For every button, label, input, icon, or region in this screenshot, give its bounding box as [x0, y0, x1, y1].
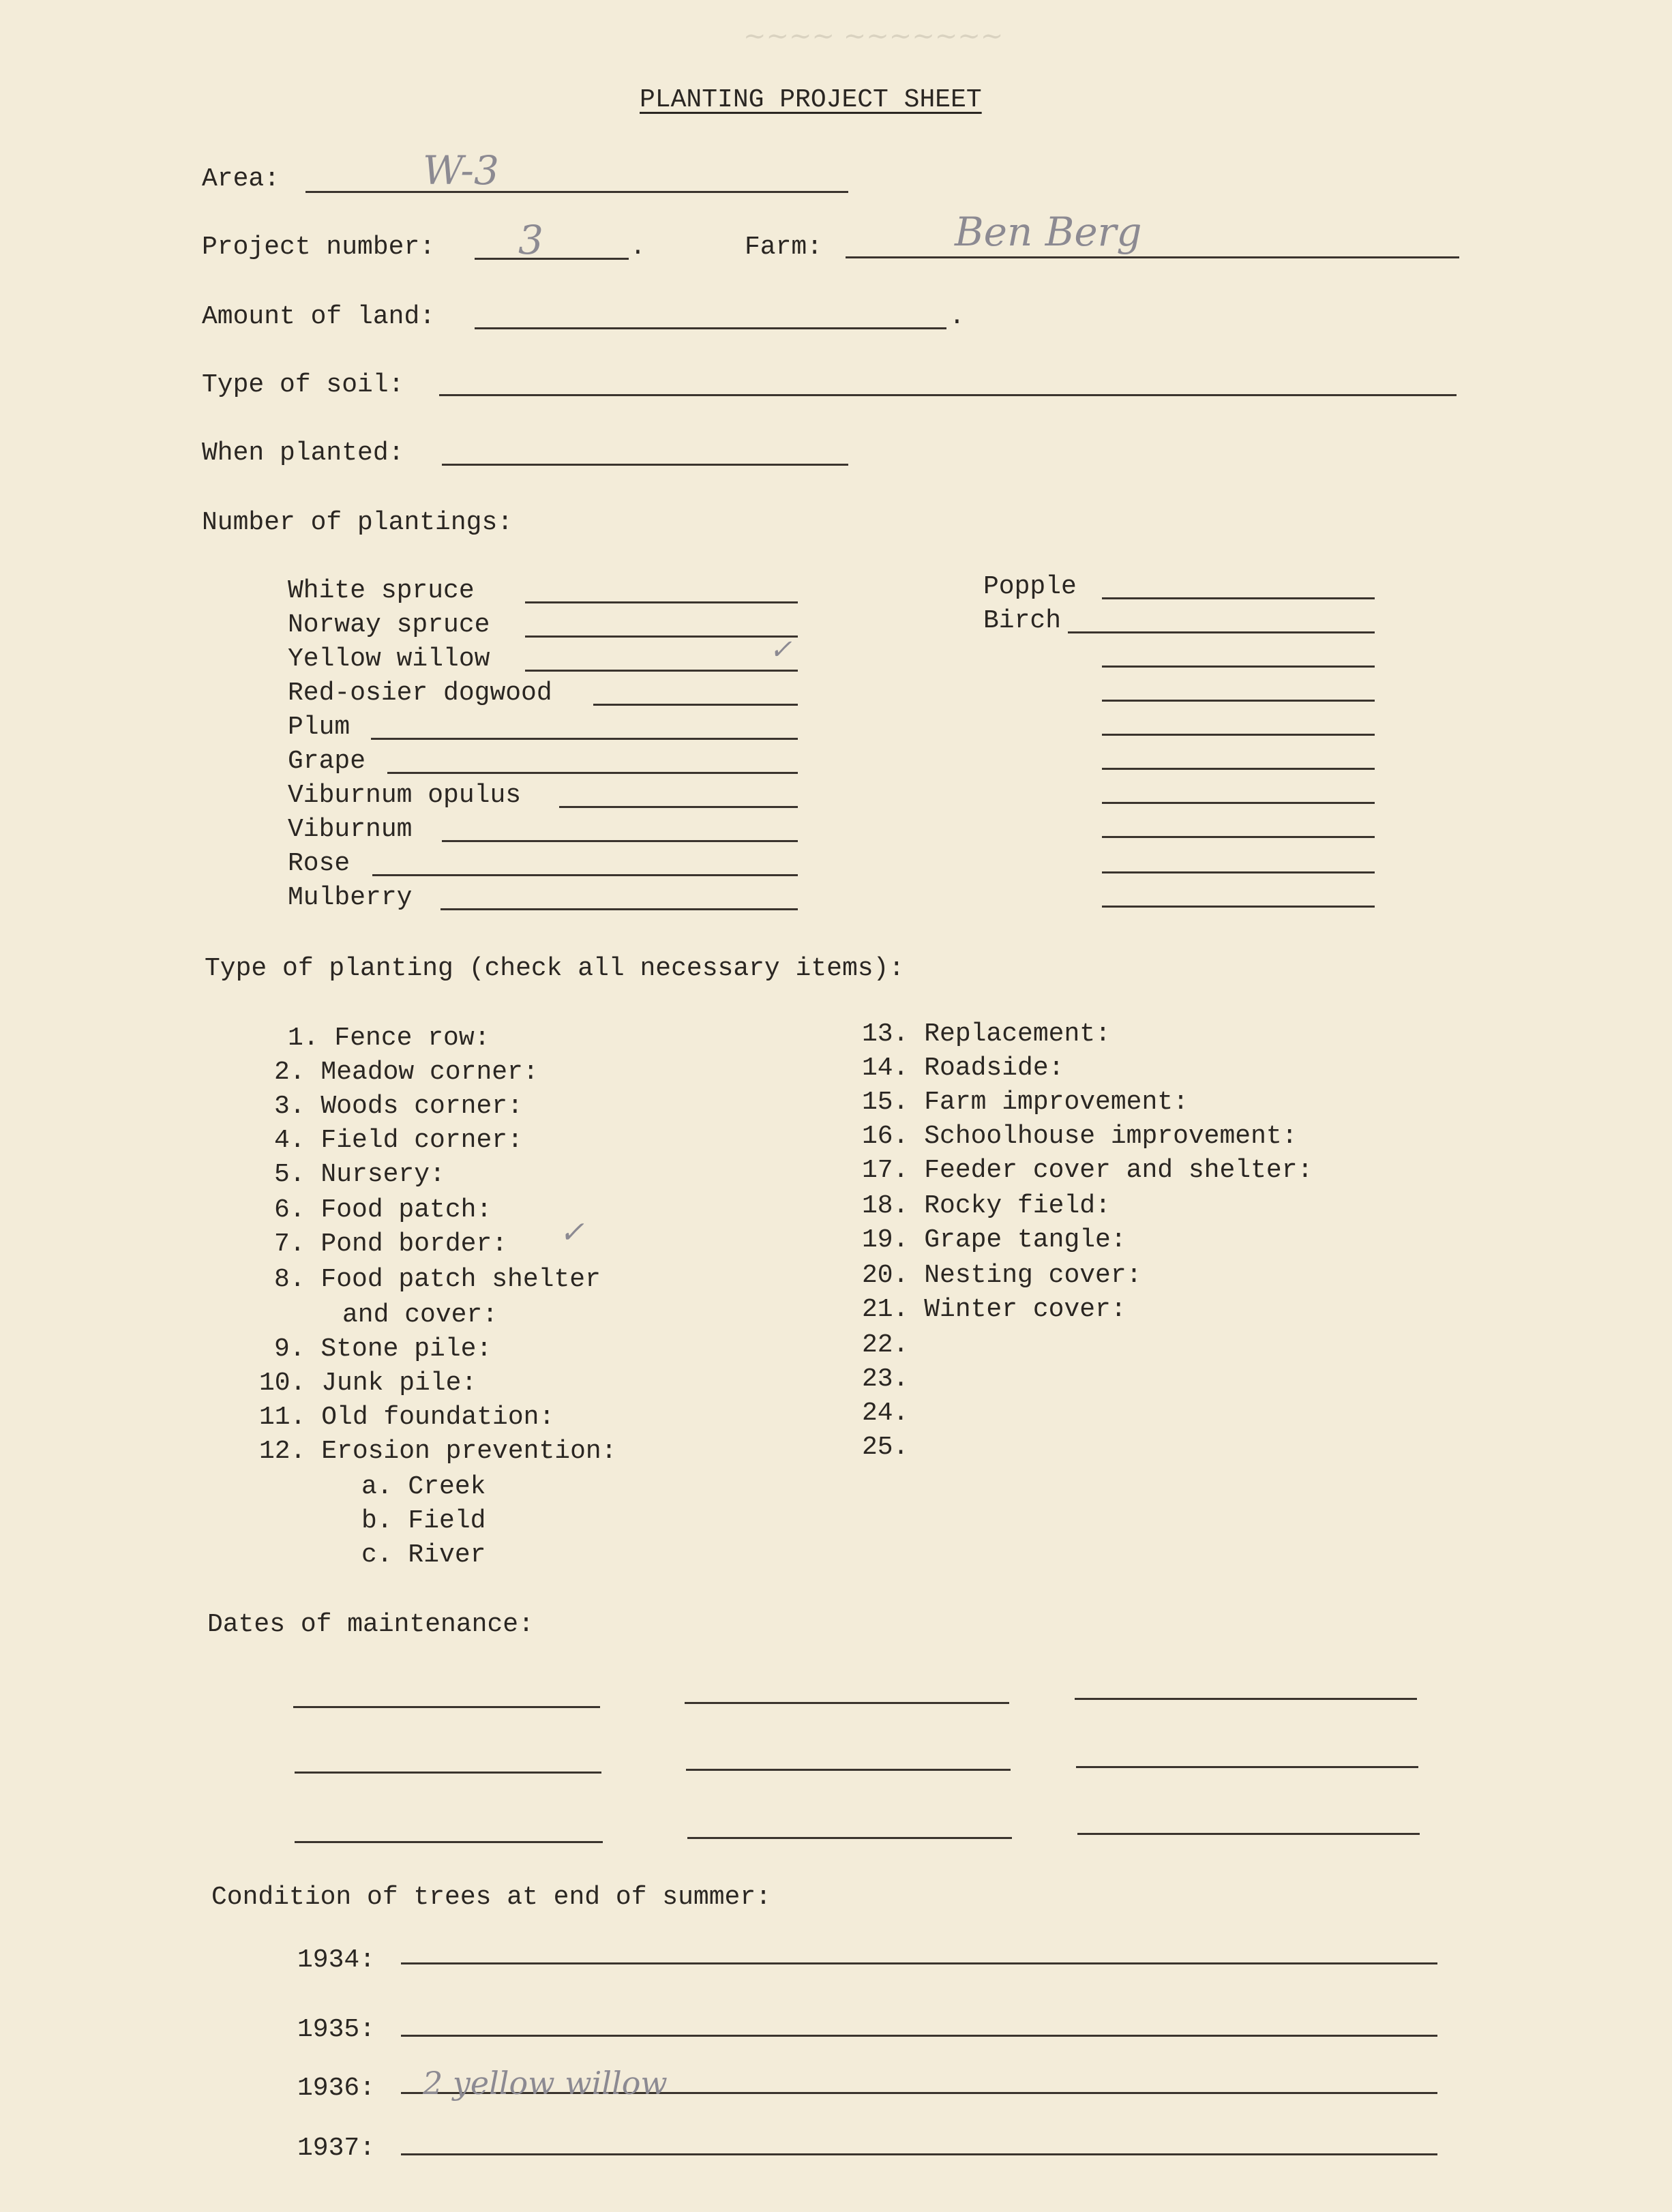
type-item: 23.	[862, 1364, 909, 1394]
type-item: 5. Nursery:	[274, 1160, 445, 1189]
erosion-sub-item: a. Creek	[361, 1472, 486, 1501]
maintenance-date-line[interactable]	[687, 1837, 1012, 1839]
check-mark-icon: ✓	[769, 634, 792, 666]
maintenance-date-line[interactable]	[1076, 1766, 1418, 1768]
condition-line[interactable]	[401, 1962, 1437, 1964]
when-planted-line[interactable]	[442, 464, 848, 466]
planting-plum: Plum	[288, 713, 350, 742]
type-item: 16. Schoolhouse improvement:	[862, 1122, 1298, 1151]
type-item: 3. Woods corner:	[274, 1092, 523, 1121]
planting-red-osier-dogwood: Red-osier dogwood	[288, 678, 552, 708]
planting-blank-line[interactable]	[1102, 700, 1375, 702]
plantings-heading: Number of plantings:	[202, 508, 513, 537]
condition-year-label: 1937:	[297, 2134, 376, 2163]
type-item: 4. Field corner:	[274, 1126, 523, 1155]
planting-line[interactable]	[525, 601, 798, 603]
planting-line[interactable]	[441, 908, 798, 910]
planting-birch: Birch	[983, 606, 1062, 636]
planting-line[interactable]	[442, 840, 798, 842]
maintenance-date-line[interactable]	[686, 1769, 1011, 1771]
planting-blank-line[interactable]	[1102, 768, 1375, 770]
planting-yellow-willow: Yellow willow	[288, 644, 490, 674]
type-item: 20. Nesting cover:	[862, 1261, 1142, 1290]
planting-blank-line[interactable]	[1102, 666, 1375, 668]
type-item: 13. Replacement:	[862, 1019, 1111, 1049]
planting-blank-line[interactable]	[1102, 734, 1375, 736]
farm-line[interactable]	[846, 256, 1459, 258]
maintenance-heading: Dates of maintenance:	[207, 1610, 534, 1639]
type-item: 14. Roadside:	[862, 1053, 1064, 1083]
condition-1936-note: 2 yellow willow	[423, 2065, 668, 2102]
maintenance-date-line[interactable]	[295, 1841, 603, 1843]
area-label: Area:	[202, 164, 280, 194]
project-number-dot: .	[630, 233, 646, 262]
when-planted-label: When planted:	[202, 438, 404, 468]
amount-of-land-line[interactable]	[475, 327, 946, 329]
area-line[interactable]	[305, 191, 848, 193]
type-of-planting-heading: Type of planting (check all necessary items):	[205, 954, 905, 983]
condition-line[interactable]	[401, 2153, 1437, 2155]
check-mark-icon: ✓	[559, 1215, 584, 1250]
type-item: and cover:	[342, 1300, 498, 1330]
erosion-sub-item: b. Field	[361, 1506, 486, 1536]
planting-norway-spruce: Norway spruce	[288, 610, 490, 640]
amount-of-land-label: Amount of land:	[202, 302, 436, 331]
type-item: 8. Food patch shelter	[274, 1265, 601, 1294]
type-item: 17. Feeder cover and shelter:	[862, 1156, 1313, 1185]
condition-year-label: 1936:	[297, 2074, 376, 2103]
planting-white-spruce: White spruce	[288, 576, 475, 606]
planting-line[interactable]	[371, 738, 798, 740]
planting-rose: Rose	[288, 849, 350, 878]
maintenance-date-line[interactable]	[293, 1706, 600, 1708]
type-item: 15. Farm improvement:	[862, 1088, 1189, 1117]
planting-blank-line[interactable]	[1102, 871, 1375, 873]
condition-year-label: 1935:	[297, 2015, 376, 2044]
maintenance-date-line[interactable]	[1077, 1833, 1420, 1835]
erosion-sub-item: c. River	[361, 1540, 486, 1570]
planting-line[interactable]	[387, 772, 798, 774]
maintenance-date-line[interactable]	[685, 1702, 1009, 1704]
condition-heading: Condition of trees at end of summer:	[211, 1883, 771, 1912]
planting-popple: Popple	[983, 572, 1077, 601]
planting-viburnum-opulus: Viburnum opulus	[288, 781, 522, 810]
amount-of-land-dot: .	[949, 302, 965, 331]
planting-blank-line[interactable]	[1102, 802, 1375, 804]
project-number-value: 3	[518, 217, 543, 263]
maintenance-date-line[interactable]	[295, 1772, 601, 1774]
type-item: 11. Old foundation:	[259, 1403, 555, 1432]
bleed-through-text: ~~~~ ~~~~~~~	[743, 20, 1004, 52]
planting-line[interactable]	[372, 874, 798, 876]
condition-year-label: 1934:	[297, 1945, 376, 1975]
planting-line[interactable]	[1102, 597, 1375, 599]
type-item: 18. Rocky field:	[862, 1191, 1111, 1221]
type-item: 12. Erosion prevention:	[259, 1437, 617, 1466]
page-title: PLANTING PROJECT SHEET	[640, 85, 982, 115]
planting-grape: Grape	[288, 747, 366, 776]
condition-line[interactable]	[401, 2035, 1437, 2037]
project-number-line[interactable]	[475, 258, 629, 260]
type-item: 24.	[862, 1399, 909, 1428]
planting-blank-line[interactable]	[1102, 906, 1375, 908]
type-item: 1. Fence row:	[288, 1023, 490, 1053]
type-item: 21. Winter cover:	[862, 1295, 1126, 1324]
planting-line[interactable]	[559, 806, 798, 808]
type-item: 25.	[862, 1433, 909, 1462]
type-item: 9. Stone pile:	[274, 1334, 492, 1364]
type-item: 10. Junk pile:	[259, 1369, 477, 1398]
planting-blank-line[interactable]	[1102, 836, 1375, 838]
planting-line[interactable]	[593, 704, 798, 706]
area-value: W-3	[423, 147, 499, 194]
planting-mulberry: Mulberry	[288, 883, 413, 912]
farm-value: Ben Berg	[955, 209, 1142, 255]
maintenance-date-line[interactable]	[1075, 1698, 1417, 1700]
type-item: 22.	[862, 1330, 909, 1360]
type-item: 19. Grape tangle:	[862, 1225, 1126, 1255]
planting-line[interactable]	[1068, 631, 1375, 633]
type-item: 7. Pond border:	[274, 1229, 508, 1259]
type-of-soil-line[interactable]	[439, 394, 1457, 396]
project-number-label: Project number:	[202, 233, 436, 262]
planting-viburnum: Viburnum	[288, 815, 413, 844]
type-of-soil-label: Type of soil:	[202, 370, 404, 400]
type-item: 2. Meadow corner:	[274, 1058, 539, 1087]
type-item: 6. Food patch:	[274, 1195, 492, 1225]
planting-line[interactable]	[525, 670, 798, 672]
farm-label: Farm:	[745, 233, 823, 262]
planting-line[interactable]	[525, 636, 798, 638]
